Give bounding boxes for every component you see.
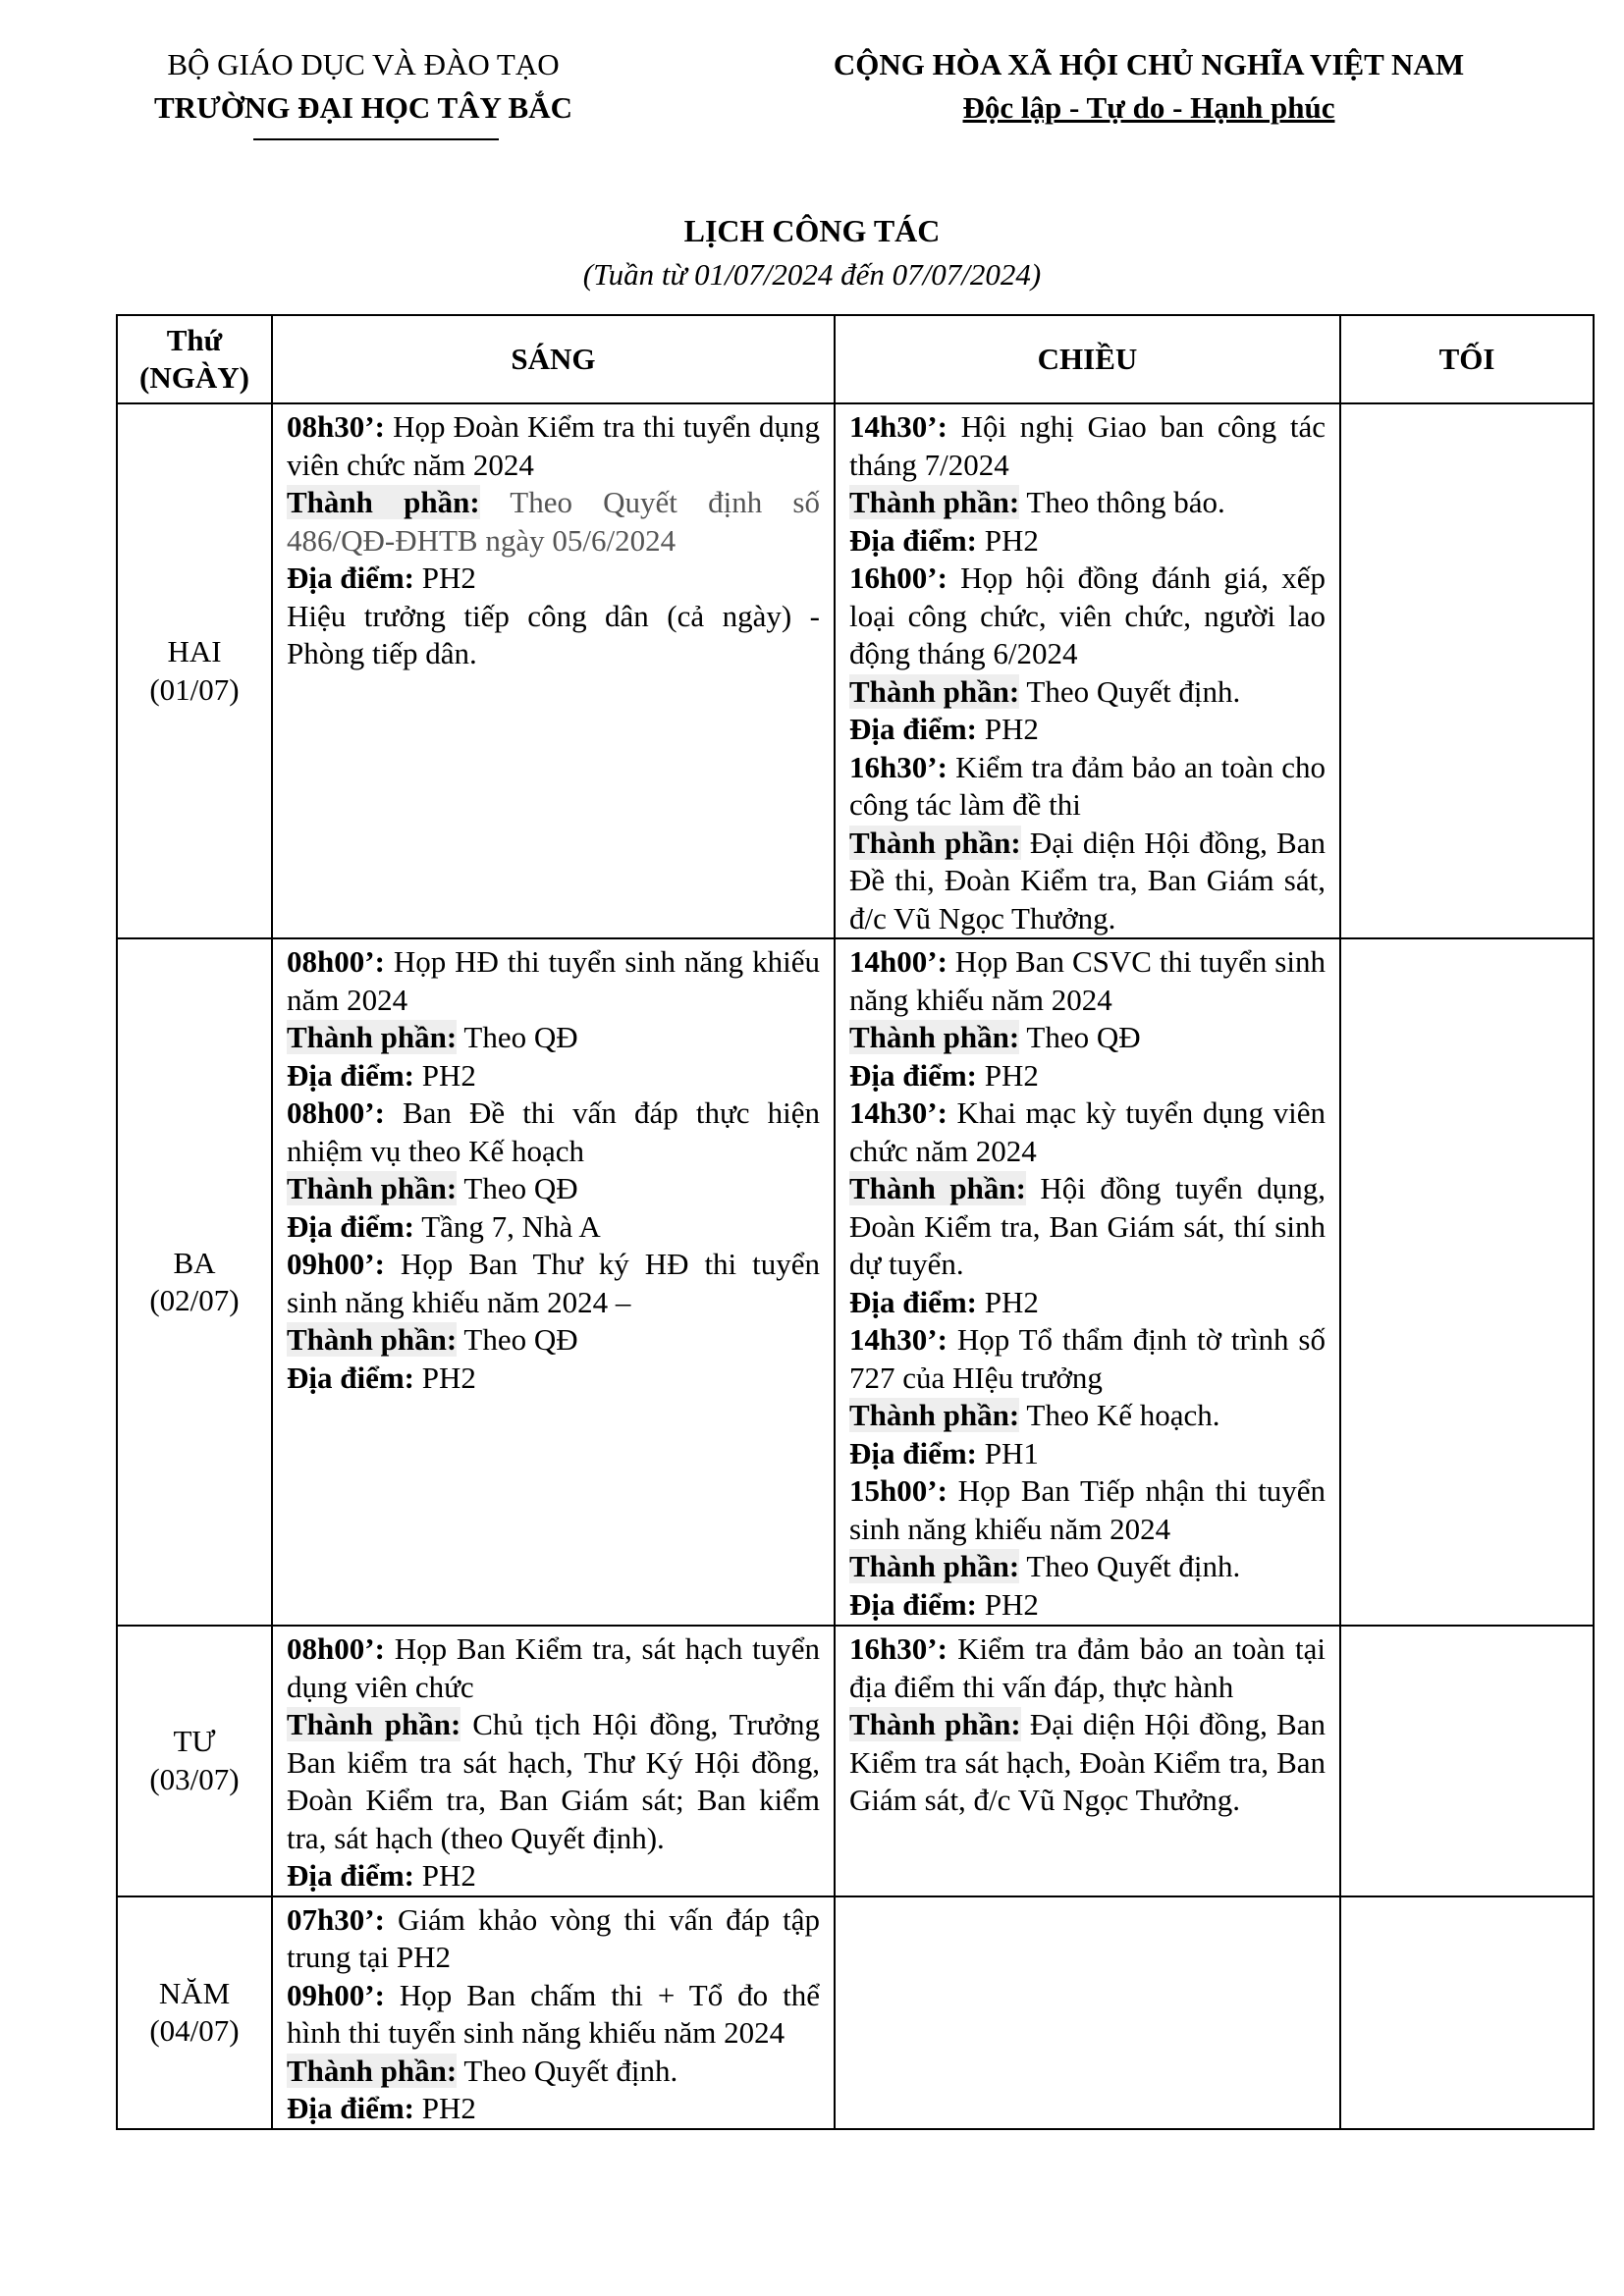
location-text: PH2: [414, 2091, 476, 2125]
schedule-entry: [287, 1095, 820, 1170]
university-name: TRƯỜNG ĐẠI HỌC TÂY BẮC: [154, 90, 572, 125]
schedule-entry: [287, 1170, 820, 1208]
participants-label: Thành phần:: [849, 1398, 1020, 1432]
day-name: NĂM: [158, 1975, 231, 2010]
location-text: PH2: [414, 1360, 476, 1395]
schedule-entry: [849, 1321, 1326, 1397]
schedule-entry: [849, 1170, 1326, 1284]
participants-label: Thành phần:: [287, 1171, 458, 1205]
header-divider: [253, 138, 499, 140]
schedule-entry: [287, 1057, 820, 1095]
col-day-header: [117, 315, 272, 403]
schedule-entry: [287, 598, 820, 673]
entry-text: Giám khảo vòng thi vấn đáp tập trung tại PH2: [287, 1901, 820, 1974]
entry-time: 08h00’:: [287, 944, 385, 979]
morning-cell: [272, 938, 835, 1626]
schedule-entry: [849, 408, 1326, 484]
schedule-entry: [849, 673, 1326, 712]
schedule-entry: [287, 1019, 820, 1057]
entry-time: 08h30’:: [287, 409, 385, 444]
schedule-entry: [287, 1706, 820, 1857]
table-header-row: [117, 315, 1594, 403]
participants-text: Theo QĐ: [1019, 1020, 1141, 1054]
participants-text: Theo Kế hoạch.: [1019, 1398, 1220, 1432]
col-evening-header: TỐI: [1340, 315, 1594, 403]
schedule-entry: [849, 1095, 1326, 1170]
entry-text: Họp Ban Kiểm tra, sát hạch tuyển dụng viên chức: [287, 1631, 820, 1704]
entry-text: Họp Ban chấm thi + Tổ đo thể hình thi tuyển sinh năng khiếu năm 2024: [287, 1977, 820, 2050]
participants-text: Theo Quyết định.: [1019, 673, 1241, 709]
schedule-entry: [849, 1706, 1326, 1820]
location-text: Tầng 7, Nhà A: [414, 1208, 601, 1244]
schedule-entry: [849, 1548, 1326, 1586]
participants-text: Đại diện Hội đồng, Ban Kiểm tra sát hạch, Đoàn Kiểm tra, Ban Giám sát, đ/c Vũ Ngọc Thưởng.: [849, 1707, 1326, 1817]
entry-text: Họp Tổ thẩm định tờ trình số 727 của HIệu trưởng: [849, 1322, 1326, 1395]
schedule-entry: [287, 1208, 820, 1247]
schedule-entry: [849, 711, 1326, 749]
schedule-entry: [287, 1360, 820, 1398]
location-label: Địa điểm:: [287, 1057, 415, 1093]
schedule-entry: [287, 560, 820, 598]
schedule-entry: [849, 1435, 1326, 1473]
national-header: [785, 43, 1512, 130]
schedule-entry: [287, 484, 820, 560]
day-cell: [117, 938, 272, 1626]
page-subtitle: (Tuần từ 01/07/2024 đến 07/07/2024): [582, 257, 1042, 292]
entry-time: 14h30’:: [849, 409, 947, 444]
morning-cell: [272, 1896, 835, 2129]
location-label: Địa điểm:: [849, 1284, 978, 1319]
schedule-entry: [849, 1397, 1326, 1435]
participants-label: Thành phần:: [287, 1322, 458, 1357]
col-afternoon-header: CHIỀU: [835, 315, 1340, 403]
col-date-label: (NGÀY): [139, 360, 249, 395]
location-label: Địa điểm:: [287, 2091, 415, 2125]
location-text: PH2: [977, 1057, 1039, 1093]
participants-text: Theo QĐ: [457, 1322, 578, 1357]
day-name: TƯ: [173, 1724, 216, 1759]
morning-cell: [272, 403, 835, 938]
national-motto: Độc lập - Tự do - Hạnh phúc: [962, 90, 1335, 125]
location-text: PH2: [414, 1858, 476, 1893]
schedule-entry: [287, 2090, 820, 2128]
schedule-entry: [849, 1284, 1326, 1322]
schedule-entry: [287, 1246, 820, 1321]
schedule-entry: [849, 484, 1326, 522]
entry-text: Kiểm tra đảm bảo an toàn tại địa điểm thi vấn đáp, thực hành: [849, 1631, 1326, 1704]
participants-text: Theo Quyết định.: [457, 2053, 678, 2088]
day-date: (03/07): [149, 1761, 240, 1796]
entry-time: 14h30’:: [849, 1322, 947, 1357]
entry-text: Ban Đề thi vấn đáp thực hiện nhiệm vụ theo Kế hoạch: [287, 1095, 820, 1168]
col-morning-header: SÁNG: [272, 315, 835, 403]
day-cell: [117, 1896, 272, 2129]
location-text: PH2: [977, 1586, 1039, 1622]
participants-label: Thành phần:: [849, 1020, 1020, 1054]
evening-cell: [1340, 938, 1594, 1626]
schedule-table: [116, 314, 1595, 2130]
location-label: Địa điểm:: [849, 712, 978, 746]
table-row: [117, 403, 1594, 938]
day-cell: [117, 403, 272, 938]
participants-label: Thành phần:: [849, 1171, 1026, 1205]
table-row: [117, 938, 1594, 1626]
location-label: Địa điểm:: [849, 522, 978, 558]
location-text: PH2: [977, 522, 1039, 558]
page-title: LỊCH CÔNG TÁC: [683, 213, 941, 248]
evening-cell: [1340, 1896, 1594, 2129]
participants-label: Thành phần:: [287, 2053, 458, 2088]
table-row: [117, 1626, 1594, 1896]
schedule-entry: [849, 1472, 1326, 1548]
participants-label: Thành phần:: [849, 825, 1021, 860]
participants-text: Hội đồng tuyển dụng, Đoàn Kiểm tra, Ban Giám sát, thí sinh dự tuyển.: [849, 1171, 1326, 1281]
day-date: (01/07): [149, 671, 240, 707]
schedule-entry: [849, 1586, 1326, 1625]
day-date: (04/07): [149, 2013, 240, 2048]
schedule-entry: [287, 1857, 820, 1896]
entry-time: 08h00’:: [287, 1631, 385, 1666]
morning-cell: [272, 1626, 835, 1896]
location-label: Địa điểm:: [287, 561, 415, 595]
entry-time: 07h30’:: [287, 1901, 385, 1937]
schedule-entry: [287, 1321, 820, 1360]
afternoon-cell: [835, 1626, 1340, 1896]
participants-label: Thành phần:: [287, 1020, 458, 1054]
schedule-entry: [287, 1630, 820, 1706]
schedule-entry: [287, 1901, 820, 1977]
entry-time: 09h00’:: [287, 1247, 385, 1281]
afternoon-cell: [835, 938, 1340, 1626]
location-label: Địa điểm:: [287, 1360, 415, 1395]
schedule-entry: [287, 2053, 820, 2091]
entry-time: 08h00’:: [287, 1095, 385, 1130]
location-text: PH2: [977, 712, 1039, 746]
evening-cell: [1340, 403, 1594, 938]
schedule-entry: [849, 1630, 1326, 1706]
participants-label: Thành phần:: [849, 1707, 1021, 1741]
entry-time: 14h30’:: [849, 1095, 947, 1130]
entry-time: 09h00’:: [287, 1977, 385, 2012]
entry-text: Họp Ban Thư ký HĐ thi tuyển sinh năng khiếu năm 2024 –: [287, 1247, 820, 1319]
entry-time: 16h30’:: [849, 749, 947, 784]
day-cell: [117, 1626, 272, 1896]
participants-label: Thành phần:: [287, 1707, 461, 1741]
participants-label: Thành phần:: [287, 485, 480, 519]
participants-text: Đại diện Hội đồng, Ban Đề thi, Đoàn Kiểm tra, Ban Giám sát, đ/c Vũ Ngọc Thưởng.: [849, 825, 1326, 935]
entry-text: Họp HĐ thi tuyển sinh năng khiếu năm 2024: [287, 944, 820, 1017]
location-label: Địa điểm:: [849, 1057, 978, 1093]
schedule-entry: [287, 1977, 820, 2053]
schedule-entry: [849, 560, 1326, 673]
afternoon-cell: [835, 1896, 1340, 2129]
day-date: (02/07): [149, 1283, 240, 1317]
schedule-entry: [849, 749, 1326, 825]
ministry-header: [118, 43, 609, 130]
entry-time: 16h30’:: [849, 1631, 947, 1666]
day-name: HAI: [167, 634, 222, 668]
participants-text: Chủ tịch Hội đồng, Trưởng Ban kiểm tra sát hạch, Thư Ký Hội đồng, Đoàn Kiểm tra, Ban Giám sát; Ban kiểm tra, sát hạch (theo Quyết định).: [287, 1707, 820, 1855]
location-label: Địa điểm:: [849, 1435, 978, 1470]
schedule-entry: [287, 943, 820, 1019]
afternoon-cell: [835, 403, 1340, 938]
location-text: PH1: [977, 1435, 1039, 1470]
participants-text: Theo Quyết định số 486/QĐ-ĐHTB ngày 05/6/2024: [287, 485, 820, 558]
participants-text: Theo QĐ: [457, 1171, 578, 1205]
evening-cell: [1340, 1626, 1594, 1896]
entry-time: 15h00’:: [849, 1473, 947, 1508]
entry-text: Họp Đoàn Kiểm tra thi tuyển dụng viên chức năm 2024: [287, 409, 820, 482]
participants-text: Theo QĐ: [457, 1020, 578, 1054]
location-text: PH2: [414, 1057, 476, 1093]
entry-text: Kiểm tra đảm bảo an toàn cho công tác làm đề thi: [849, 749, 1326, 822]
entry-text: Họp Ban CSVC thi tuyển sinh năng khiếu năm 2024: [849, 944, 1326, 1017]
entry-time: 16h00’:: [849, 561, 947, 595]
entry-text: Họp hội đồng đánh giá, xếp loại công chức, viên chức, người lao động tháng 6/2024: [849, 561, 1326, 670]
day-name: BA: [173, 1245, 216, 1280]
entry-text: Họp Ban Tiếp nhận thi tuyển sinh năng khiếu năm 2024: [849, 1473, 1326, 1546]
entry-note: Hiệu trưởng tiếp công dân (cả ngày) - Phòng tiếp dân.: [287, 598, 820, 670]
schedule-entry: [849, 825, 1326, 938]
schedule-entry: [849, 943, 1326, 1019]
table-row: [117, 1896, 1594, 2129]
schedule-entry: [849, 1057, 1326, 1095]
entry-text: Khai mạc kỳ tuyển dụng viên chức năm 2024: [849, 1095, 1326, 1168]
entry-text: Hội nghị Giao ban công tác tháng 7/2024: [849, 409, 1326, 482]
schedule-entry: [849, 522, 1326, 561]
location-label: Địa điểm:: [849, 1586, 978, 1622]
participants-label: Thành phần:: [849, 485, 1020, 519]
location-text: PH2: [977, 1284, 1039, 1319]
participants-label: Thành phần:: [849, 673, 1020, 709]
ministry-name: BỘ GIÁO DỤC VÀ ĐÀO TẠO: [167, 47, 560, 81]
schedule-entry: [287, 408, 820, 484]
participants-text: Theo Quyết định.: [1019, 1549, 1241, 1583]
participants-label: Thành phần:: [849, 1549, 1020, 1583]
country-name: CỘNG HÒA XÃ HỘI CHỦ NGHĨA VIỆT NAM: [833, 47, 1465, 81]
schedule-entry: [849, 1019, 1326, 1057]
col-day-label: Thứ: [166, 323, 223, 357]
entry-time: 14h00’:: [849, 944, 947, 979]
location-label: Địa điểm:: [287, 1858, 415, 1893]
location-label: Địa điểm:: [287, 1208, 415, 1244]
location-text: PH2: [414, 561, 476, 595]
participants-text: Theo thông báo.: [1019, 485, 1225, 519]
